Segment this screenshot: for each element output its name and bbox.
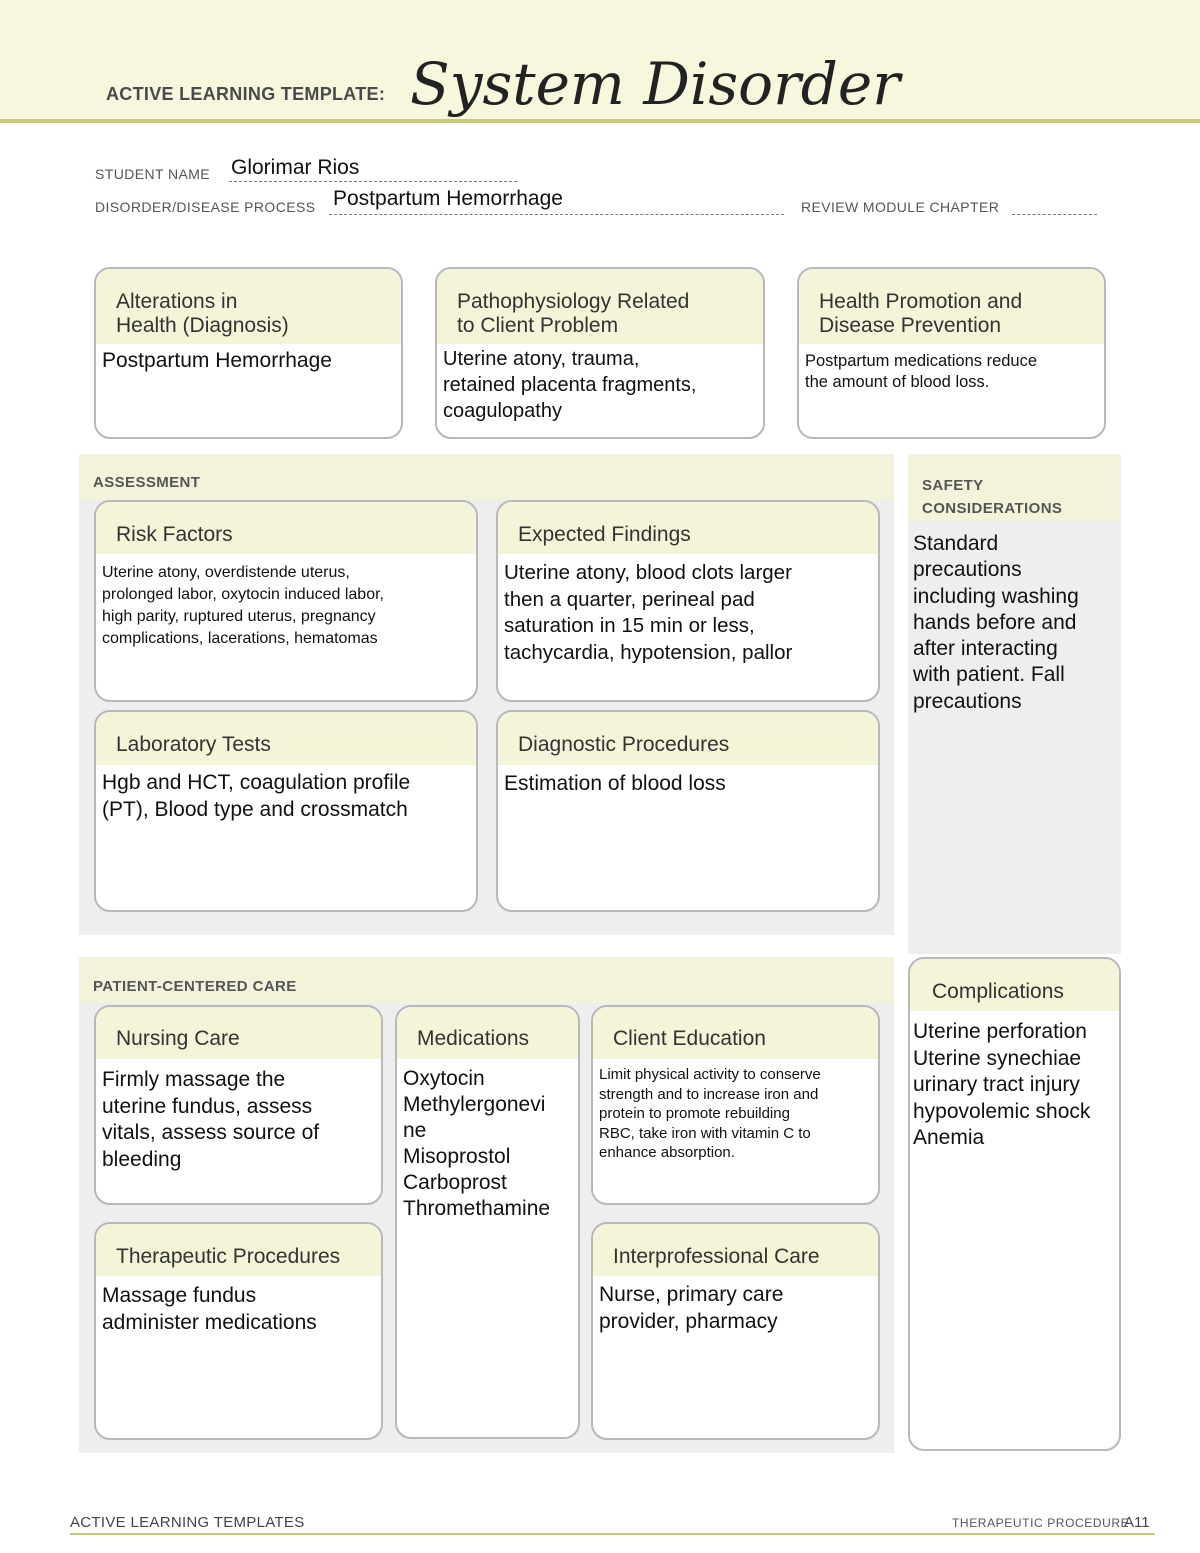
complications-text[interactable]: Uterine perforation Uterine synechiae urinary tract injury hypovolemic shock Anemia [913,1020,1091,1149]
disorder-label: DISORDER/DISEASE PROCESS [95,199,316,215]
therapeutic-procedures-card [94,1222,383,1440]
pathophysiology-text[interactable]: Uterine atony, trauma, retained placenta fragments, coagulopathy [443,348,697,422]
nursing-care-card [94,1005,383,1205]
assessment-label: ASSESSMENT [93,474,201,491]
footer-divider [70,1533,1155,1535]
expected-findings-text[interactable]: Uterine atony, blood clots larger then a quarter, perineal pad saturation in 15 min or less, tachycardia, hypotension, pallor [504,561,793,664]
risk-factors-card [94,500,478,702]
client-education-card [591,1005,880,1205]
card-title: Complications [932,980,1064,1003]
medications-card [395,1005,580,1439]
laboratory-tests-card [94,710,478,912]
student-name-label: STUDENT NAME [95,166,210,182]
review-module-label: REVIEW MODULE CHAPTER [801,199,1000,215]
page-number: A11 [1124,1514,1150,1531]
diagnostic-procedures-card [496,710,880,912]
disorder-field[interactable]: Postpartum Hemorrhage [333,187,563,210]
card-title: Client Education [613,1027,766,1050]
card-title: Nursing Care [116,1027,240,1050]
risk-factors-text[interactable]: Uterine atony, overdistende uterus, prolonged labor, oxytocin induced labor, high parity, ruptured uterus, pregnancy complications, lacerations, hematomas [102,564,384,647]
student-name-field[interactable]: Glorimar Rios [231,156,360,179]
health-promotion-card [797,267,1106,439]
pathophysiology-card [435,267,765,439]
card-title: Interprofessional Care [613,1245,820,1268]
card-title: Medications [417,1027,530,1050]
disorder-underline [329,214,784,215]
card-title: Health Promotion and Disease Prevention [819,290,1023,337]
page-title: System Disorder [410,50,900,118]
health-promotion-text[interactable]: Postpartum medications reduce the amount of blood loss. [805,352,1038,391]
card-title: Risk Factors [116,523,233,546]
student-name-underline [229,181,517,182]
diagnostic-procedures-text[interactable]: Estimation of blood loss [504,772,726,795]
expected-findings-card [496,500,880,702]
interprofessional-care-text[interactable]: Nurse, primary care provider, pharmacy [599,1283,784,1333]
laboratory-tests-text[interactable]: Hgb and HCT, coagulation profile (PT), Blood type and crossmatch [102,771,411,821]
complications-card [908,957,1121,1451]
card-title: Alterations in Health (Diagnosis) [116,290,289,337]
card-title: Expected Findings [518,523,691,546]
footer-right-text: THERAPEUTIC PROCEDURE [952,1516,1130,1530]
card-title: Diagnostic Procedures [518,733,730,756]
card-title: Therapeutic Procedures [116,1245,341,1268]
safety-label: SAFETY CONSIDERATIONS [922,477,1063,517]
review-module-field[interactable] [1012,214,1097,215]
card-title: Pathophysiology Related to Client Problem [457,290,690,337]
client-education-text[interactable]: Limit physical activity to conserve strength and to increase iron and protein to promote rebuilding RBC, take iron with vitamin C to enhance absorption. [599,1066,821,1161]
footer-left-text: ACTIVE LEARNING TEMPLATES [70,1514,305,1531]
alterations-text[interactable]: Postpartum Hemorrhage [102,349,332,372]
nursing-care-text[interactable]: Firmly massage the uterine fundus, assess vitals, assess source of bleeding [102,1068,320,1171]
patient-care-label: PATIENT-CENTERED CARE [93,978,297,995]
medications-text[interactable]: Oxytocin Methylergonevi ne Misoprostol Carboprost Thromethamine [403,1067,551,1220]
assessment-panel-header [79,454,894,500]
interprofessional-care-card [591,1222,880,1440]
template-label: ACTIVE LEARNING TEMPLATE: [106,84,386,104]
alterations-card [94,267,403,439]
card-title: Laboratory Tests [116,733,271,756]
therapeutic-procedures-text[interactable]: Massage fundus administer medications [102,1284,317,1334]
safety-text[interactable]: Standard precautions including washing hands before and after interacting with patient. Fall precautions [913,532,1079,713]
